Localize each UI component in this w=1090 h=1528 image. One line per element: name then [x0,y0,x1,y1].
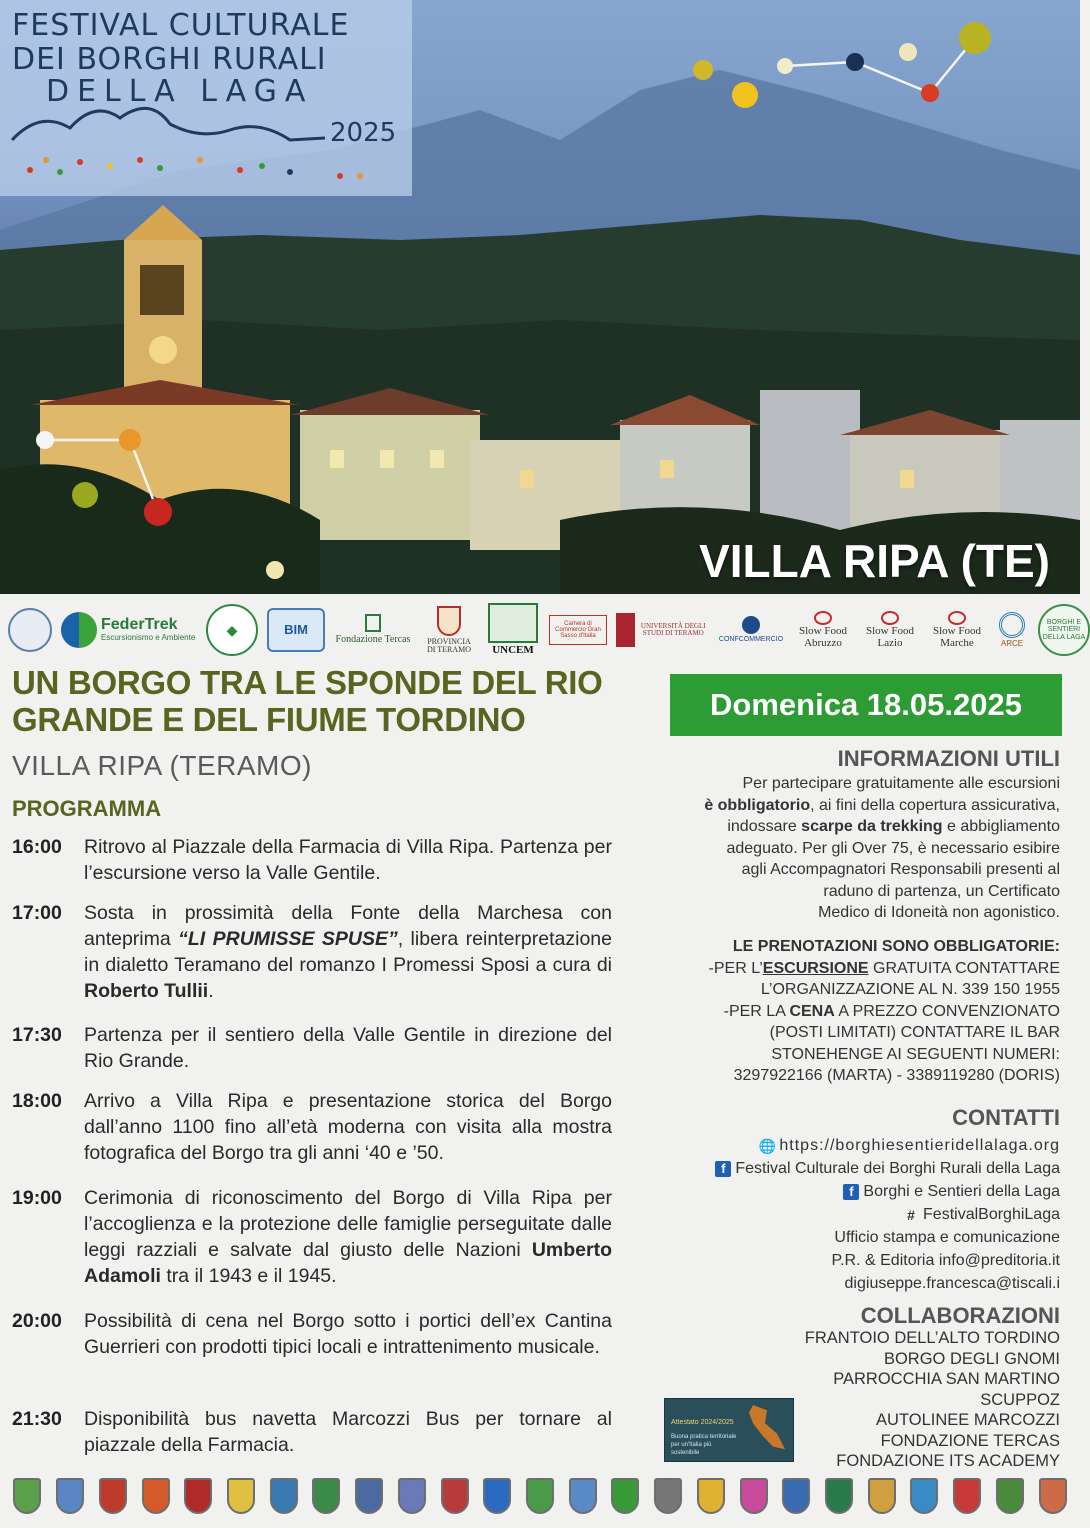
slow-food-lazio-logo [861,608,919,652]
programma-quote: “LI PRUMISSE SPUSE” [178,928,398,950]
collaborazioni-heading: COLLABORAZIONI [860,1303,1060,1328]
programma-text: Disponibilità bus navetta Marcozzi Bus per tornare al piazzale della Farmacia. [84,1408,612,1456]
event-date-banner [670,674,1062,736]
hashtag-link[interactable]: # FestivalBorghiLaga [715,1203,1060,1226]
parco-nazionale-logo-icon: ◆ [206,604,258,656]
collab-item: AUTOLINEE MARCOZZI [876,1411,1060,1429]
slow2-b: Lazio [877,636,903,649]
snail-icon [948,611,966,625]
collab-item: SCUPPOZ [980,1390,1060,1409]
headline-line2: GRANDE E DEL FIUME TORDINO [12,701,526,738]
badge-title: Attestato 2024/2025 [671,1419,734,1426]
italy-map-icon [745,1405,785,1457]
arce-spiral-icon [999,612,1025,638]
programma-author: Roberto Tullii [84,980,209,1002]
programma-time: 20:00 [12,1310,62,1332]
headline-line1: UN BORGO TRA LE SPONDE DEL RIO [12,664,603,701]
confcommercio-logo [717,608,785,652]
slow-food-abruzzo-logo [794,608,852,652]
provincia-shield-icon [437,606,461,636]
crest-icon [483,1478,511,1514]
festival-year: 2025 [330,118,397,148]
crest-icon [782,1478,810,1514]
programma-item [12,1308,612,1360]
federtrek-mark-icon [61,612,97,648]
facebook-borghi-link[interactable]: f Borghi e Sentieri della Laga [715,1180,1060,1203]
crest-icon [569,1478,597,1514]
slow1-a: Slow Food [799,624,847,637]
info-heading: INFORMAZIONI UTILI [837,746,1060,771]
programma-text: Sosta in prossimità della Fonte della Marchesa con anteprima “LI PRUMISSE SPUSE”, libera reinterpretazione in dialetto Teramano del romanzo I Promessi Sposi a cura di Roberto Tullii. [84,902,612,1002]
crest-icon [611,1478,639,1514]
tercas-mark-icon [365,614,381,632]
info-text: Per partecipare gratuitamente alle escursioni è obbligatorio, ai fini della copertura assicurativa, indossare scarpe da trekking e abbigliamento adeguato. Per gli Over 75, è necessario esibire agli Accompagnatori Responsabili presenti al raduno di partenza, un Certificato Medico di Idoneità non agonistico. [704,775,1060,921]
attestato-badge [664,1398,794,1462]
programma-time: 18:00 [12,1090,62,1112]
mountain-line-icon [0,0,412,196]
event-location: VILLA RIPA (TERAMO) [12,750,312,781]
crest-icon [184,1478,212,1514]
event-date: Domenica 18.05.2025 [710,687,1022,722]
federtrek-logo [61,608,197,652]
crest-icon [398,1478,426,1514]
borghi-sentieri-logo: BORGHI E SENTIERI DELLA LAGA [1038,604,1090,656]
place-title: VILLA RIPA (TE) [699,535,1050,587]
hashtag-icon: # [907,1206,915,1223]
tercas-label: Fondazione Tercas [335,634,411,646]
slow3-b: Marche [940,636,974,649]
federtrek-name: FederTrek [101,616,178,634]
globe-icon: 🌐 [758,1137,777,1154]
universita-mark-icon [616,613,635,647]
crest-icon [142,1478,170,1514]
slow-food-marche-logo [928,608,986,652]
collab-item: BORGO DEGLI GNOMI [883,1349,1060,1368]
prenotazioni-heading: LE PRENOTAZIONI SONO OBBLIGATORIE: [732,938,1060,955]
programma-text: Partenza per il sentiero della Valle Gentile in direzione del Rio Grande. [84,1024,612,1072]
crest-icon [270,1478,298,1514]
crest-icon [697,1478,725,1514]
uncem-mark-icon [488,603,538,643]
programma-text: Arrivo a Villa Ripa e presentazione storica del Borgo dall’anno 1100 fino all’età moderna con visita alla mostra fotografica del Borgo tra gli anni ‘40 e ’50. [84,1090,612,1164]
programma-heading: PROGRAMMA [12,796,162,821]
programma-item [12,900,612,1004]
provincia-line2: DI TERAMO [426,645,472,654]
contatti-list: 🌐 https://borghiesentieridellalaga.org f Festival Culturale dei Borghi Rurali della Laga f Borghi e Sentieri della Laga # FestivalBorghiLaga Ufficio stampa e comunicazione P.R. & Editoria info@preditoria.it digiuseppe.francesca@tiscali.i [715,1134,1060,1295]
provincia-teramo-logo [421,602,477,658]
programma-time: 21:30 [12,1408,62,1430]
camera-commercio-logo: Camera di Commercio Gran Sasso d'Italia [549,615,607,645]
sponsor-logos-row [0,596,1086,664]
crest-icon [526,1478,554,1514]
arce-logo [995,603,1029,657]
crest-icon [910,1478,938,1514]
collaborazioni-list [805,1328,1060,1472]
uncem-label: UNCEM [492,644,534,657]
universita-teramo-logo [616,610,708,650]
snail-icon [881,611,899,625]
uncem-logo [486,602,540,658]
badge-subtitle: Buona pratica territoriale per un'Italia più sostenibile [671,1434,737,1456]
crest-icon [996,1478,1024,1514]
facebook-icon: f [715,1161,731,1177]
festival-title-line3: DELLA LAGA [46,74,314,109]
contatti-heading: CONTATTI [952,1105,1060,1130]
festival-logo [0,0,412,196]
snail-icon [814,611,832,625]
bim-logo: BIM [267,608,325,652]
crest-icon [312,1478,340,1514]
collab-item: FONDAZIONE TERCAS [880,1431,1060,1450]
festival-title-line2: DEI BORGHI RURALI [12,42,327,77]
confcommercio-mark-icon [742,616,760,634]
slow2-a: Slow Food [866,624,914,637]
crest-icon [99,1478,127,1514]
contact-email[interactable]: digiuseppe.francesca@tiscali.i [844,1275,1060,1292]
festival-title-line1: FESTIVAL CULTURALE [12,8,350,43]
crest-icon [355,1478,383,1514]
programma-item [12,1022,612,1074]
arce-label: ARCE [1000,638,1024,648]
website-link[interactable]: 🌐 https://borghiesentieridellalaga.org [758,1137,1060,1154]
fondazione-tercas-logo [334,608,412,652]
programma-time: 16:00 [12,836,62,858]
crest-icon [1039,1478,1067,1514]
programma-time: 17:00 [12,902,62,924]
programma-item [12,834,612,886]
crest-icon [953,1478,981,1514]
programma-text: Ritrovo al Piazzale della Farmacia di Villa Ripa. Partenza per l’escursione verso la Valle Gentile. [84,836,612,884]
crest-icon [654,1478,682,1514]
programma-item [12,1406,612,1458]
pr-email[interactable]: P.R. & Editoria info@preditoria.it [831,1252,1060,1269]
slow1-b: Abruzzo [804,636,842,649]
programma-time: 17:30 [12,1024,62,1046]
collab-item: FRANTOIO DELL’ALTO TORDINO [804,1329,1060,1347]
club-alpino-logo-icon [8,608,52,652]
collab-item: FONDAZIONE ITS ACADEMY [836,1452,1060,1470]
confcommercio-label: CONFCOMMERCIO [718,636,784,644]
crest-icon [227,1478,255,1514]
crest-icon [441,1478,469,1514]
programma-honoree: Umberto Adamoli [84,1239,612,1287]
prenotazioni-text: LE PRENOTAZIONI SONO OBBLIGATORIE: -PER L’ESCURSIONE GRATUITA CONTATTARE L’ORGANIZZAZIONE AL N. 339 150 1955 -PER LA CENA A PREZZO CONVENZIONATO (POSTI LIMITATI) CONTATTARE IL BAR STONEHENGE AI SEGUENTI NUMERI: 3297922166 (MARTA) - 3389119280 (DORIS) [708,938,1060,1084]
municipal-crests-row [0,1466,1080,1526]
facebook-festival-link[interactable]: f Festival Culturale dei Borghi Rurali della Laga [715,1157,1060,1180]
event-headline [12,664,652,738]
crest-icon [740,1478,768,1514]
provincia-line1: PROVINCIA [427,636,471,646]
crest-icon [13,1478,41,1514]
programma-text: Cerimonia di riconoscimento del Borgo di Villa Ripa per l’accoglienza e la protezione delle famiglie perseguitate dalle leggi razziali e salvate dal giusto delle Nazioni Umberto Adamoli tra il 1943 e il 1945. [84,1187,612,1287]
federtrek-sub: Escursionismo e Ambiente [101,633,196,643]
crest-icon [56,1478,84,1514]
universita-label: UNIVERSITÀ DEGLI STUDI DI TERAMO [640,621,706,637]
crest-icon [825,1478,853,1514]
collab-item: PARROCCHIA SAN MARTINO [833,1370,1060,1388]
programma-time: 19:00 [12,1187,62,1209]
slow3-a: Slow Food [933,624,981,637]
hero-photo [0,0,1080,594]
crest-icon [868,1478,896,1514]
programma-item [12,1185,612,1289]
programma-item [12,1088,612,1166]
programma-text: Possibilità di cena nel Borgo sotto i portici dell’ex Cantina Guerrieri con prodotti tipici locali e intrattenimento musicale. [84,1310,612,1358]
facebook-icon: f [843,1184,859,1200]
